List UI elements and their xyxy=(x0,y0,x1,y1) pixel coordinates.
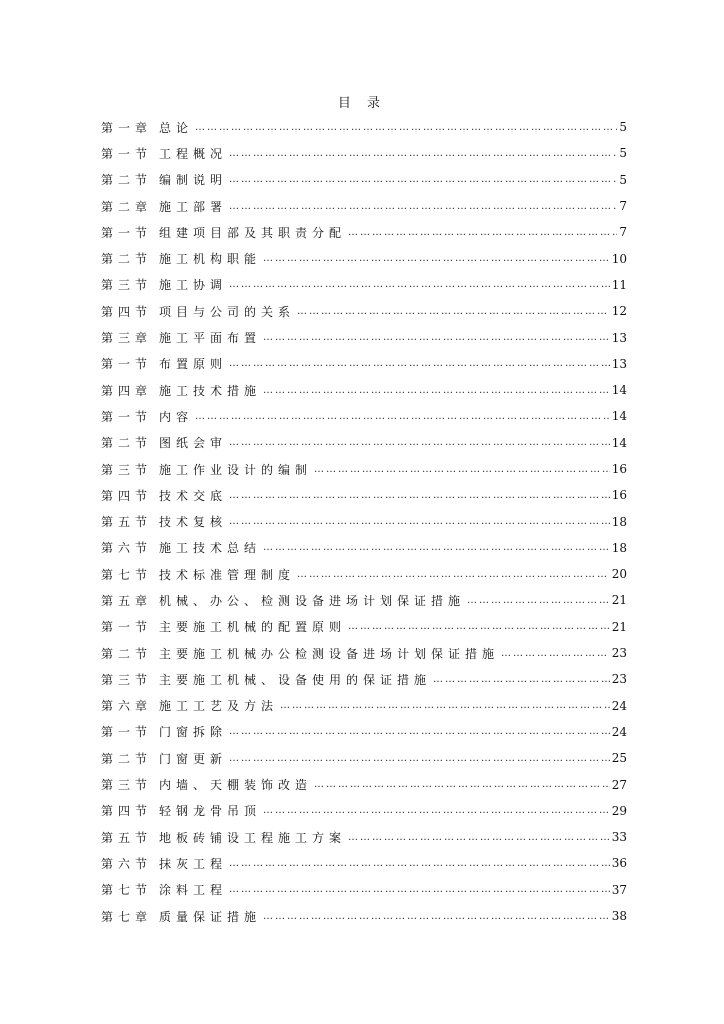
toc-entry xyxy=(101,771,627,797)
toc-entry xyxy=(101,850,627,876)
toc-entry xyxy=(101,324,627,350)
toc-dot-leader xyxy=(297,306,610,317)
toc-entry-number: 第七节 xyxy=(101,567,153,582)
toc-dot-leader xyxy=(263,805,610,816)
toc-entry xyxy=(101,272,627,298)
toc-entry xyxy=(101,666,627,692)
toc-entry-title: 施工技术总结 xyxy=(159,541,262,556)
toc-title: 目 录 xyxy=(337,96,387,111)
toc-entry-number: 第三节 xyxy=(101,462,153,477)
toc-entry-page: 7 xyxy=(619,199,627,214)
toc-entry-title: 机械、办公、检测设备进场计划保证措施 xyxy=(159,593,466,608)
toc-entry-number: 第四节 xyxy=(101,488,153,503)
toc-entry xyxy=(101,377,627,403)
toc-entry-page: 10 xyxy=(611,251,627,266)
toc-entry-title: 主要施工机械办公检测设备进场计划保证措施 xyxy=(159,646,500,661)
toc-entry xyxy=(101,219,627,245)
toc-dot-leader xyxy=(229,516,610,527)
toc-entry-page: 21 xyxy=(611,593,627,608)
toc-entry-page: 33 xyxy=(611,830,627,845)
toc-entry xyxy=(101,351,627,377)
toc-dot-leader xyxy=(314,464,610,475)
toc-dot-leader xyxy=(229,858,610,869)
toc-entry xyxy=(101,693,627,719)
toc-entry xyxy=(101,140,627,166)
toc-dot-leader xyxy=(229,884,610,895)
toc-entry-title: 施工平面布置 xyxy=(159,331,262,346)
toc-dot-leader xyxy=(263,385,610,396)
toc-entry-page: 23 xyxy=(611,672,627,687)
toc-entry xyxy=(101,561,627,587)
toc-entry-title: 施工部署 xyxy=(159,199,228,214)
toc-entry-number: 第五节 xyxy=(101,515,153,530)
toc-dot-leader xyxy=(263,911,610,922)
toc-entry-title: 施工技术措施 xyxy=(159,383,262,398)
toc-entry xyxy=(101,430,627,456)
toc-entry-page: 37 xyxy=(611,882,627,897)
toc-entry-page: 27 xyxy=(611,777,627,792)
toc-entry-page: 36 xyxy=(611,856,627,871)
toc-entry xyxy=(101,903,627,929)
toc-entry-number: 第四节 xyxy=(101,804,153,819)
toc-entry-number: 第三节 xyxy=(101,778,153,793)
toc-dot-leader xyxy=(348,832,610,843)
toc-entry-title: 工程概况 xyxy=(159,146,228,161)
toc-entry-number: 第一节 xyxy=(101,357,153,372)
toc-entry-number: 第一章 xyxy=(101,120,153,135)
toc-entry-page: 24 xyxy=(611,698,627,713)
toc-entry-page: 14 xyxy=(611,383,627,398)
toc-entry-title: 抹灰工程 xyxy=(159,856,228,871)
toc-entry-number: 第二节 xyxy=(101,252,153,267)
toc-entry-number: 第三节 xyxy=(101,278,153,293)
toc-dot-leader xyxy=(229,174,617,185)
toc-entry xyxy=(101,193,627,219)
toc-entry-page: 13 xyxy=(611,330,627,345)
toc-entry-title: 组建项目部及其职责分配 xyxy=(159,225,347,240)
toc-entry-page: 25 xyxy=(611,751,627,766)
toc-entry-title: 施工协调 xyxy=(159,278,228,293)
toc-entry-number: 第六节 xyxy=(101,856,153,871)
toc-entry-title: 主要施工机械、设备使用的保证措施 xyxy=(159,672,432,687)
toc-entry xyxy=(101,719,627,745)
toc-entry-page: 18 xyxy=(611,540,627,555)
toc-entry xyxy=(101,403,627,429)
toc-entry-number: 第一节 xyxy=(101,409,153,424)
toc-entry-title: 施工作业设计的编制 xyxy=(159,462,313,477)
toc-entry-number: 第四节 xyxy=(101,304,153,319)
toc-entry xyxy=(101,745,627,771)
toc-dot-leader xyxy=(297,569,610,580)
toc-entry-page: 14 xyxy=(611,435,627,450)
toc-entry xyxy=(101,614,627,640)
toc-entry-page: 21 xyxy=(611,619,627,634)
toc-entry-title: 门窗更新 xyxy=(159,751,228,766)
toc-dot-leader xyxy=(195,122,617,133)
toc-entry xyxy=(101,114,627,140)
toc-dot-leader xyxy=(229,279,610,290)
toc-entry-number: 第六节 xyxy=(101,541,153,556)
toc-entry-page: 18 xyxy=(611,514,627,529)
toc-entry-page: 5 xyxy=(619,146,627,161)
toc-dot-leader xyxy=(501,648,610,659)
toc-entry-page: 29 xyxy=(611,803,627,818)
toc-entry-title: 地板砖铺设工程施工方案 xyxy=(159,830,347,845)
toc-dot-leader xyxy=(229,358,610,369)
toc-dot-leader xyxy=(229,148,617,159)
table-of-contents xyxy=(101,114,627,929)
toc-entry-number: 第二章 xyxy=(101,199,153,214)
toc-entry-title: 内墙、天棚装饰改造 xyxy=(159,778,313,793)
toc-entry-page: 5 xyxy=(619,120,627,135)
toc-dot-leader xyxy=(348,621,610,632)
toc-dot-leader xyxy=(263,253,610,264)
toc-entry-title: 图纸会审 xyxy=(159,436,228,451)
toc-entry-number: 第三章 xyxy=(101,331,153,346)
toc-entry-number: 第四章 xyxy=(101,383,153,398)
toc-entry-page: 12 xyxy=(611,304,627,319)
toc-entry-number: 第一节 xyxy=(101,620,153,635)
toc-dot-leader xyxy=(229,201,617,212)
toc-entry-number: 第一节 xyxy=(101,725,153,740)
toc-entry-title: 内容 xyxy=(159,409,194,424)
toc-dot-leader xyxy=(229,726,610,737)
toc-entry-title: 涂料工程 xyxy=(159,883,228,898)
toc-entry-title: 质量保证措施 xyxy=(159,909,262,924)
toc-entry-number: 第七节 xyxy=(101,883,153,898)
toc-entry xyxy=(101,167,627,193)
toc-entry xyxy=(101,508,627,534)
toc-entry xyxy=(101,824,627,850)
toc-entry xyxy=(101,877,627,903)
toc-entry-number: 第二节 xyxy=(101,646,153,661)
toc-entry-title: 项目与公司的关系 xyxy=(159,304,296,319)
toc-entry-title: 施工机构职能 xyxy=(159,252,262,267)
toc-entry-page: 13 xyxy=(611,356,627,371)
toc-entry-page: 24 xyxy=(611,724,627,739)
toc-entry-number: 第一节 xyxy=(101,146,153,161)
toc-entry-number: 第五章 xyxy=(101,593,153,608)
toc-entry-number: 第七章 xyxy=(101,909,153,924)
toc-dot-leader xyxy=(348,227,617,238)
toc-entry xyxy=(101,587,627,613)
toc-entry-title: 编制说明 xyxy=(159,173,228,188)
toc-dot-leader xyxy=(229,437,610,448)
toc-entry-number: 第一节 xyxy=(101,225,153,240)
toc-entry-title: 主要施工机械的配置原则 xyxy=(159,620,347,635)
toc-entry-number: 第二节 xyxy=(101,751,153,766)
toc-entry xyxy=(101,535,627,561)
toc-entry-title: 技术标准管理制度 xyxy=(159,567,296,582)
toc-entry xyxy=(101,456,627,482)
toc-dot-leader xyxy=(467,595,610,606)
toc-entry xyxy=(101,798,627,824)
toc-entry-page: 7 xyxy=(619,225,627,240)
toc-entry-number: 第二节 xyxy=(101,436,153,451)
toc-entry-page: 14 xyxy=(611,409,627,424)
toc-entry-page: 11 xyxy=(611,277,627,292)
toc-dot-leader xyxy=(229,490,610,501)
toc-dot-leader xyxy=(263,332,610,343)
toc-entry-title: 施工工艺及方法 xyxy=(159,699,279,714)
toc-entry-page: 20 xyxy=(611,567,627,582)
toc-entry-number: 第三节 xyxy=(101,672,153,687)
toc-dot-leader xyxy=(263,542,610,553)
toc-entry-title: 布置原则 xyxy=(159,357,228,372)
toc-dot-leader xyxy=(195,411,610,422)
toc-entry-page: 16 xyxy=(611,462,627,476)
toc-entry-page: 16 xyxy=(611,488,627,503)
toc-entry-title: 技术交底 xyxy=(159,488,228,503)
toc-entry xyxy=(101,640,627,666)
toc-entry-title: 总论 xyxy=(159,120,194,135)
toc-entry xyxy=(101,482,627,508)
toc-entry xyxy=(101,298,627,324)
toc-entry-page: 5 xyxy=(619,172,627,187)
toc-entry-number: 第二节 xyxy=(101,173,153,188)
toc-dot-leader xyxy=(280,700,610,711)
toc-dot-leader xyxy=(433,674,610,685)
toc-dot-leader xyxy=(229,753,610,764)
toc-entry-number: 第六章 xyxy=(101,699,153,714)
toc-entry-page: 38 xyxy=(611,909,627,924)
toc-dot-leader xyxy=(314,779,610,790)
toc-entry-title: 技术复核 xyxy=(159,515,228,530)
toc-entry-title: 门窗拆除 xyxy=(159,725,228,740)
toc-entry-title: 轻钢龙骨吊顶 xyxy=(159,804,262,819)
toc-entry-number: 第五节 xyxy=(101,830,153,845)
toc-entry-page: 23 xyxy=(611,646,627,661)
toc-entry xyxy=(101,245,627,271)
